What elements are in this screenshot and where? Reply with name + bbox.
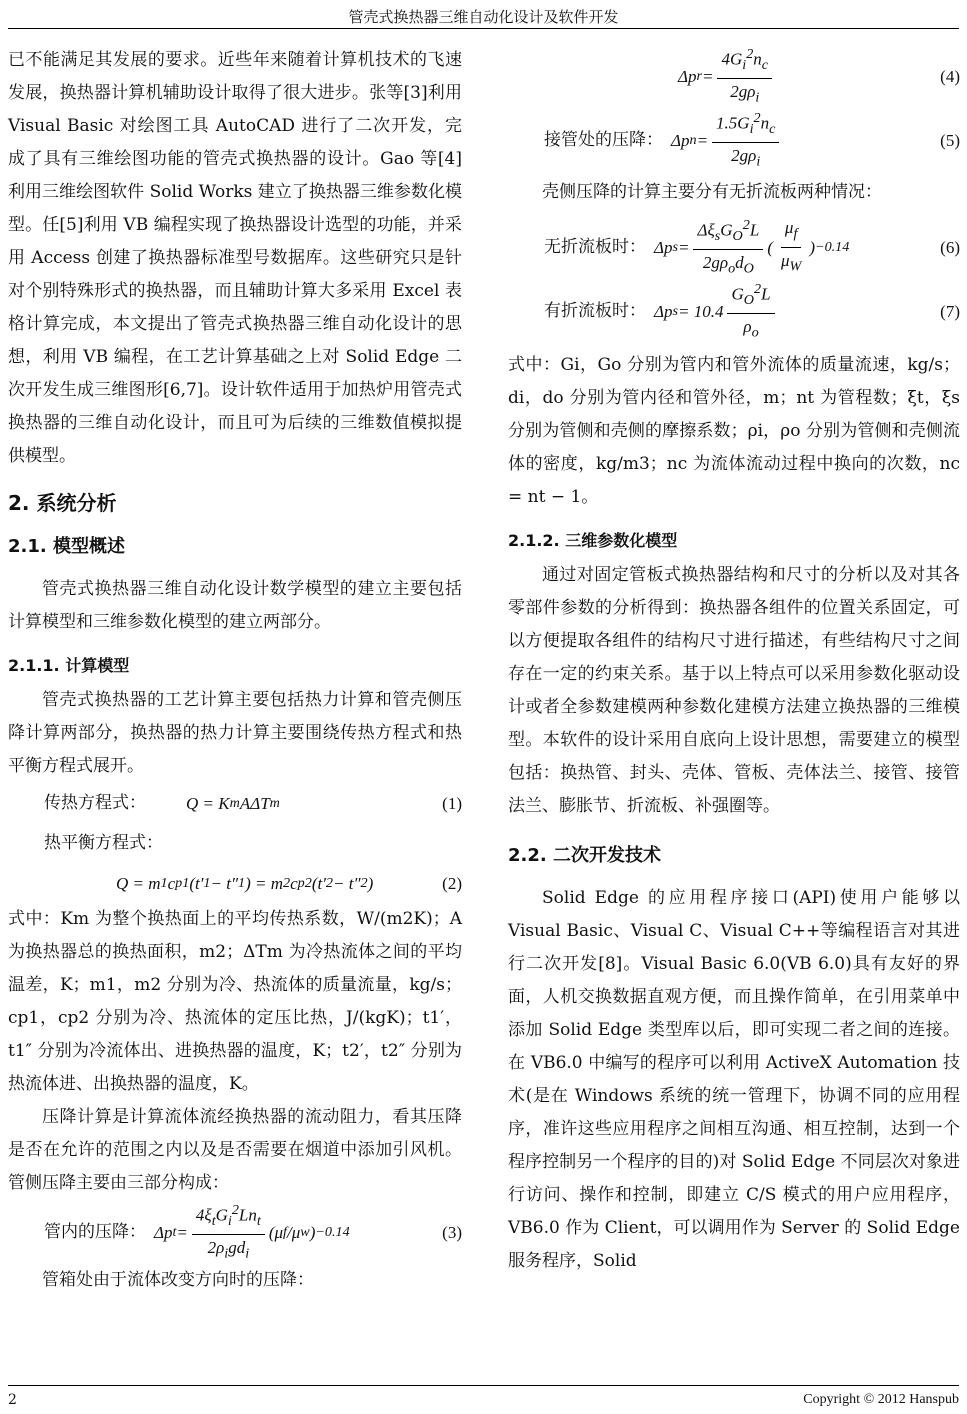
equation-6 [508, 215, 960, 279]
subsection-heading: 2.1. 模型概述 [8, 536, 125, 557]
footer-rule [8, 1385, 959, 1386]
subsection-heading: 2.2. 二次开发技术 [508, 845, 661, 866]
paragraph: Solid Edge 的应用程序接口(API)使用户能够以 Visual Basic、Visual C、Visual C++等编程语言对其进行二次开发[8]。Visual Basic 6.0(VB 6.0)具有友好的界面，人机交换数据直观方便，而且操作简单，在引用菜单中添加 Solid Edge 类型库以后，即可实现二者之间的连接。在 VB6.0 中编写的程序可以利用 ActiveX Automation 技术(是在 Windows 系统的统一管理下，协调不同的应用程序，准许这些应用程序之间相互沟通、相互控制，达到一个程序控制另一个程序的目的)对 Solid Edge 不同层次对象进行访问、操作和控制，即建立 C/S 模式的用户应用程序，VB6.0 作为 Client，可以调用作为 Server 的 Solid Edge 服务程序，Solid [508, 888, 960, 1271]
equation-number: (1) [442, 793, 462, 813]
equation-number: (2) [442, 873, 462, 893]
equation-label: 接管处的压降： [544, 129, 663, 150]
equation-label: 热平衡方程式： [44, 832, 163, 853]
equation-2 [8, 863, 462, 903]
equation-5 [508, 108, 960, 172]
paragraph: 通过对固定管板式换热器结构和尺寸的分析以及对其各零部件参数的分析得到：换热器各组件的位置关系固定，可以方便提取各组件的结构尺寸进行描述，有些结构尺寸之间存在一定的约束关系。基于以上特点可以采用参数化驱动设计或者全参数建模两种参数化建模方法建立换热器的三维模型。本软件的设计采用自底向上设计思想，需要建立的模型包括：换热管、封头、壳体、管板、壳体法兰、接管、接管法兰、膨胀节、折流板、补强圈等。 [508, 565, 960, 816]
paragraph: 壳侧压降的计算主要分有无折流板两种情况： [542, 182, 882, 202]
equation-body: Δp r = $\frac{4G_i^2n_c}{2g\rho_i}$ [678, 41, 776, 110]
equation-number: (6) [940, 237, 960, 257]
equation-body: Δp s = 10.4 $\frac{G_O^2L}{\rho_o}$ [654, 276, 779, 345]
paragraph: 管壳式换热器三维自动化设计数学模型的建立主要包括计算模型和三维参数化模型的建立两部分。 [8, 579, 462, 632]
equation-7 [508, 279, 960, 343]
equation-body: Δp n = $\frac{1.5G_i^2n_c}{2g\rho_i}$ [671, 105, 783, 174]
equation-number: (4) [940, 66, 960, 86]
equation-label: 传热方程式： [44, 792, 146, 813]
running-header: 管壳式换热器三维自动化设计及软件开发 [348, 8, 619, 26]
subsubsection-heading: 2.1.1. 计算模型 [8, 656, 130, 675]
equation-number: (5) [940, 130, 960, 150]
equation-body: Q = m 1 c p1 (t′ 1 − t″ 1 ) = m 2 c p2 (t′ 2 − t″ 2 ) [116, 873, 374, 893]
paragraph: 压降计算是计算流体流经换热器的流动阻力，看其压降是否在允许的范围之内以及是否需要在烟道中添加引风机。管侧压降主要由三部分构成： [8, 1107, 462, 1193]
page-number: 2 [8, 1392, 17, 1408]
subsubsection-heading: 2.1.2. 三维参数化模型 [508, 531, 678, 550]
equation-number: (7) [940, 301, 960, 321]
equation-number: (3) [442, 1222, 462, 1242]
equation-label: 无折流板时： [544, 236, 646, 257]
equation-1 [8, 783, 462, 823]
definitions-paragraph: 式中：Gi，Go 分别为管内和管外流体的质量流速，kg/s；di，do 分别为管内径和管外径，m；nt 为管程数；ξt，ξs 分别为管侧和壳侧的摩擦系数；ρi，ρo 分别为管侧和壳侧流体的密度，kg/m3；nc 为流体流动过程中换向的次数，nc = nt − 1。 [508, 355, 960, 507]
intro-paragraph: 已不能满足其发展的要求。近些年来随着计算机技术的飞速发展，换热器计算机辅助设计取得了很大进步。张等[3]利用 Visual Basic 对绘图工具 AutoCAD 进行了二次开发，完成了具有三维绘图功能的管壳式换热器的设计。Gao 等[4]利用三维绘图软件 Solid Works 建立了换热器三维参数化模型。任[5]利用 VB 编程实现了换热器设计选型的功能，并采用 Access 创建了换热器标准型号数据库。这些研究只是针对个别特殊形式的换热器，而且辅助计算大多采用 Excel 表格计算完成，本文提出了管壳式换热器三维自动化设计的思想，利用 VB 编程，在工艺计算基础之上对 Solid Edge 二次开发生成三维图形[6,7]。设计软件适用于加热炉用管壳式换热器的三维自动化设计，而且可为后续的三维数值模拟提供模型。 [8, 50, 462, 466]
equation-4 [508, 44, 960, 108]
equation-3 [8, 1200, 462, 1264]
equation-body: Q = K m AΔT m [186, 793, 280, 813]
equation-2-label-row [8, 823, 462, 863]
left-column [8, 44, 462, 1297]
header-rule [8, 28, 959, 29]
section-heading: 2. 系统分析 [8, 491, 117, 515]
copyright-notice: Copyright © 2012 Hanspub [803, 1392, 959, 1407]
right-column [508, 44, 960, 1278]
definitions-paragraph: 式中：Km 为整个换热面上的平均传热系数，W/(m2K)；A 为换热器总的换热面积，m2；ΔTm 为冷热流体之间的平均温差，K；m1，m2 分别为冷、热流体的质量流量，kg/s；cp1，cp2 分别为冷、热流体的定压比热，J/(kgK)；t1′，t1″ 分别为冷流体出、进换热器的温度，K；t2′，t2″ 分别为热流体进、出换热器的温度，K。 [8, 909, 462, 1094]
paragraph: 管壳式换热器的工艺计算主要包括热力计算和管壳侧压降计算两部分，换热器的热力计算主要围绕传热方程式和热平衡方程式展开。 [8, 690, 462, 776]
equation-body: Δp s = $\frac{\Delta\xi_sG_O^2L}{2g\rho_od_O}$ ( $\frac{\mu_f}{\mu_W}$ ) −0.14 [654, 212, 849, 281]
equation-body: Δp t = $\frac{4\xi_tG_i^2Ln_t}{2\rho_igd_i}$ (μ f /μ w ) −0.14 [154, 1197, 350, 1266]
equation-label: 管内的压降： [44, 1221, 146, 1242]
equation-label: 有折流板时： [544, 300, 646, 321]
paragraph: 管箱处由于流体改变方向时的压降： [42, 1270, 314, 1290]
